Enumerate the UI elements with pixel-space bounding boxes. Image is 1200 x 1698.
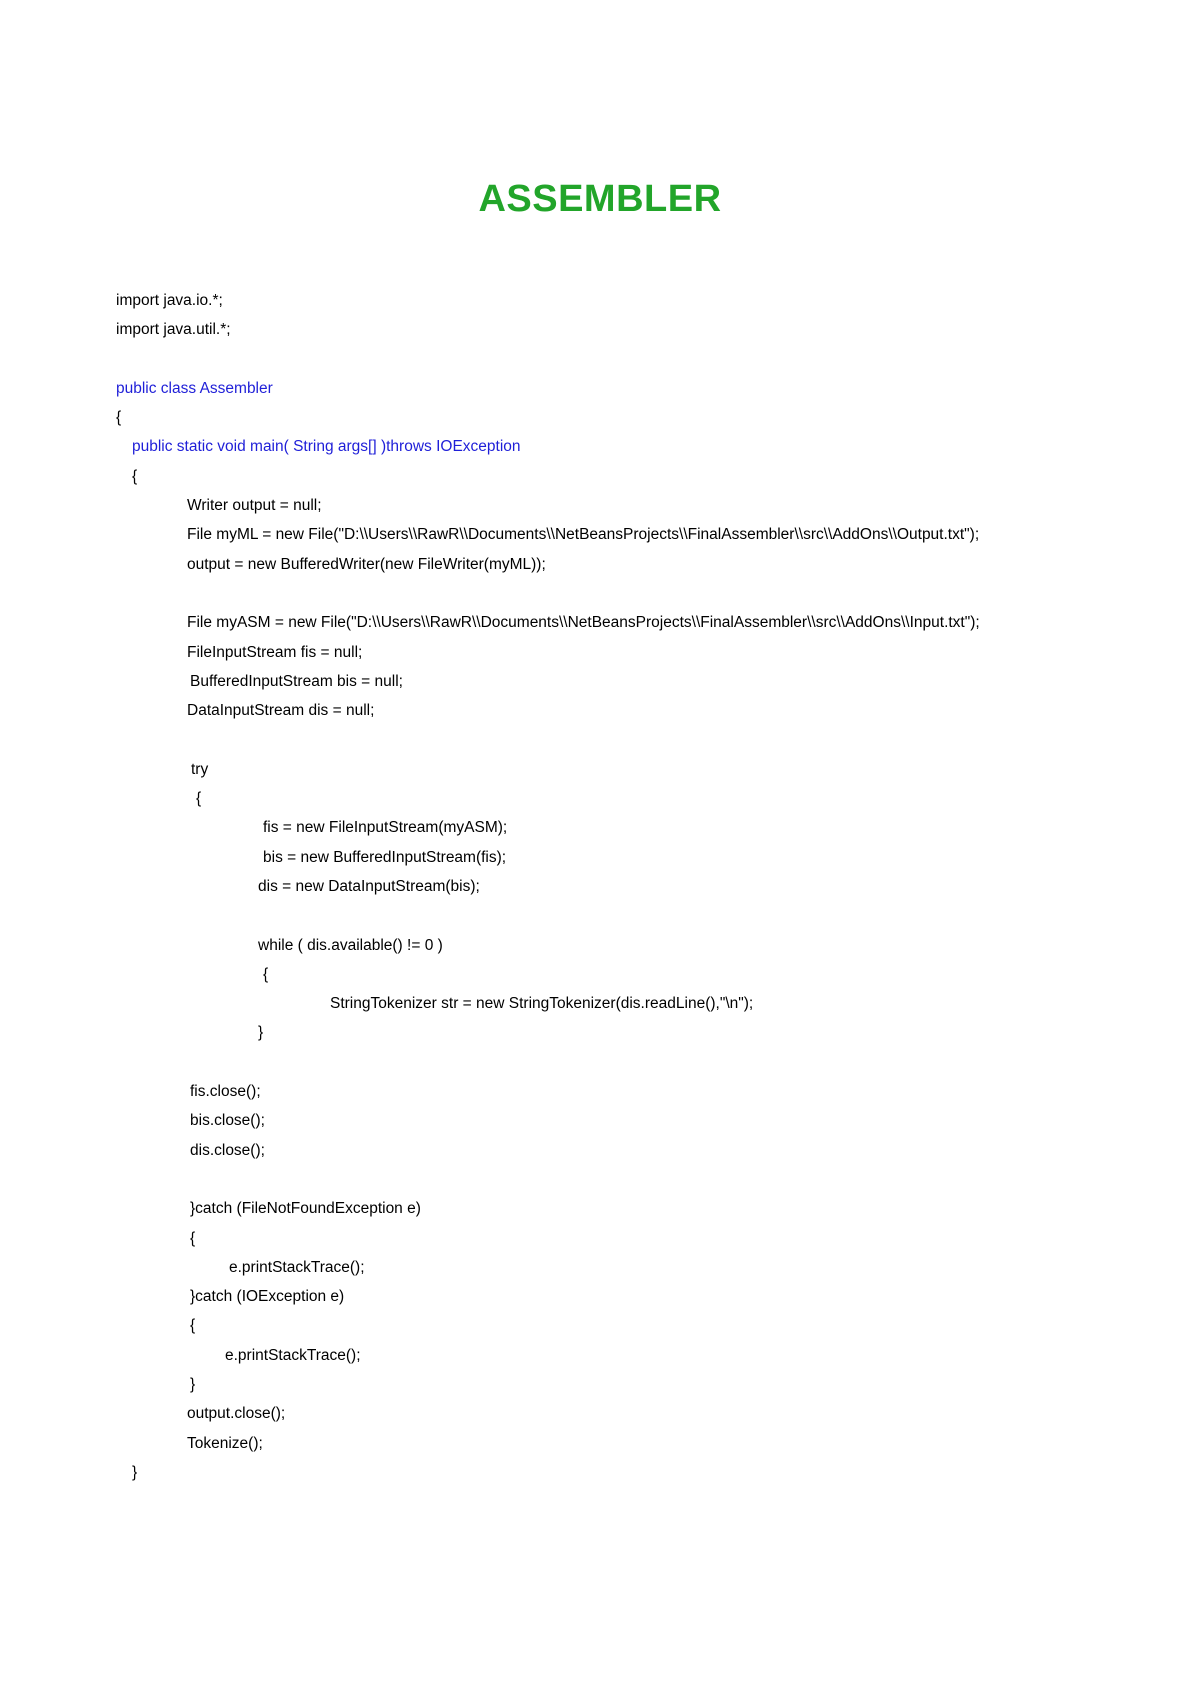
- page-title: ASSEMBLER: [478, 178, 722, 220]
- code-line: fis = new FileInputStream(myASM);: [263, 819, 508, 837]
- code-line: Tokenize();: [187, 1434, 263, 1452]
- code-line: }: [132, 1463, 138, 1481]
- code-line: [116, 345, 1116, 374]
- code-line: public class Assembler: [116, 379, 273, 397]
- code-line: fis.close();: [190, 1083, 261, 1101]
- code-line: {: [190, 1229, 196, 1247]
- code-line: {: [116, 409, 122, 427]
- code-listing: [116, 286, 1116, 1487]
- code-line: e.printStackTrace();: [225, 1346, 361, 1364]
- code-line: output.close();: [187, 1405, 286, 1423]
- code-line: StringTokenizer str = new StringTokenizer(dis.readLine(),"\n");: [330, 995, 754, 1013]
- code-line: try: [191, 760, 209, 778]
- code-line: e.printStackTrace();: [229, 1258, 365, 1276]
- code-line: import java.io.*;: [116, 292, 223, 309]
- code-line: output = new BufferedWriter(new FileWriter(myML));: [187, 555, 546, 573]
- code-line: {: [196, 790, 202, 808]
- code-line: bis.close();: [190, 1112, 265, 1130]
- code-line: FileInputStream fis = null;: [187, 643, 363, 661]
- code-line: }: [190, 1375, 196, 1393]
- code-line: [116, 579, 1116, 608]
- code-line: [116, 1048, 1116, 1077]
- code-line: [116, 1165, 1116, 1194]
- code-line: {: [190, 1317, 196, 1335]
- code-line: File myML = new File("D:\\Users\\RawR\\Documents\\NetBeansProjects\\FinalAssembler\\src\\AddOns\\Output.txt");: [187, 526, 980, 544]
- code-line: [116, 725, 1116, 754]
- code-line: dis.close();: [190, 1141, 265, 1159]
- code-line: }catch (FileNotFoundException e): [190, 1200, 421, 1218]
- code-line: while ( dis.available() != 0 ): [258, 936, 443, 954]
- code-line: public static void main( String args[] )throws IOException: [132, 438, 521, 456]
- code-line: [116, 901, 1116, 930]
- code-line: dis = new DataInputStream(bis);: [258, 877, 480, 895]
- code-line: import java.util.*;: [116, 321, 231, 339]
- code-line: BufferedInputStream bis = null;: [190, 672, 403, 690]
- code-line: {: [132, 467, 138, 485]
- code-line: Writer output = null;: [187, 497, 322, 515]
- code-line: bis = new BufferedInputStream(fis);: [263, 848, 507, 866]
- code-line: DataInputStream dis = null;: [187, 702, 375, 720]
- code-line: }catch (IOException e): [190, 1288, 345, 1306]
- code-line: {: [263, 965, 269, 983]
- code-line: File myASM = new File("D:\\Users\\RawR\\Documents\\NetBeansProjects\\FinalAssembler\\src\\AddOns\\Input.txt");: [187, 614, 980, 632]
- code-line: }: [258, 1024, 264, 1042]
